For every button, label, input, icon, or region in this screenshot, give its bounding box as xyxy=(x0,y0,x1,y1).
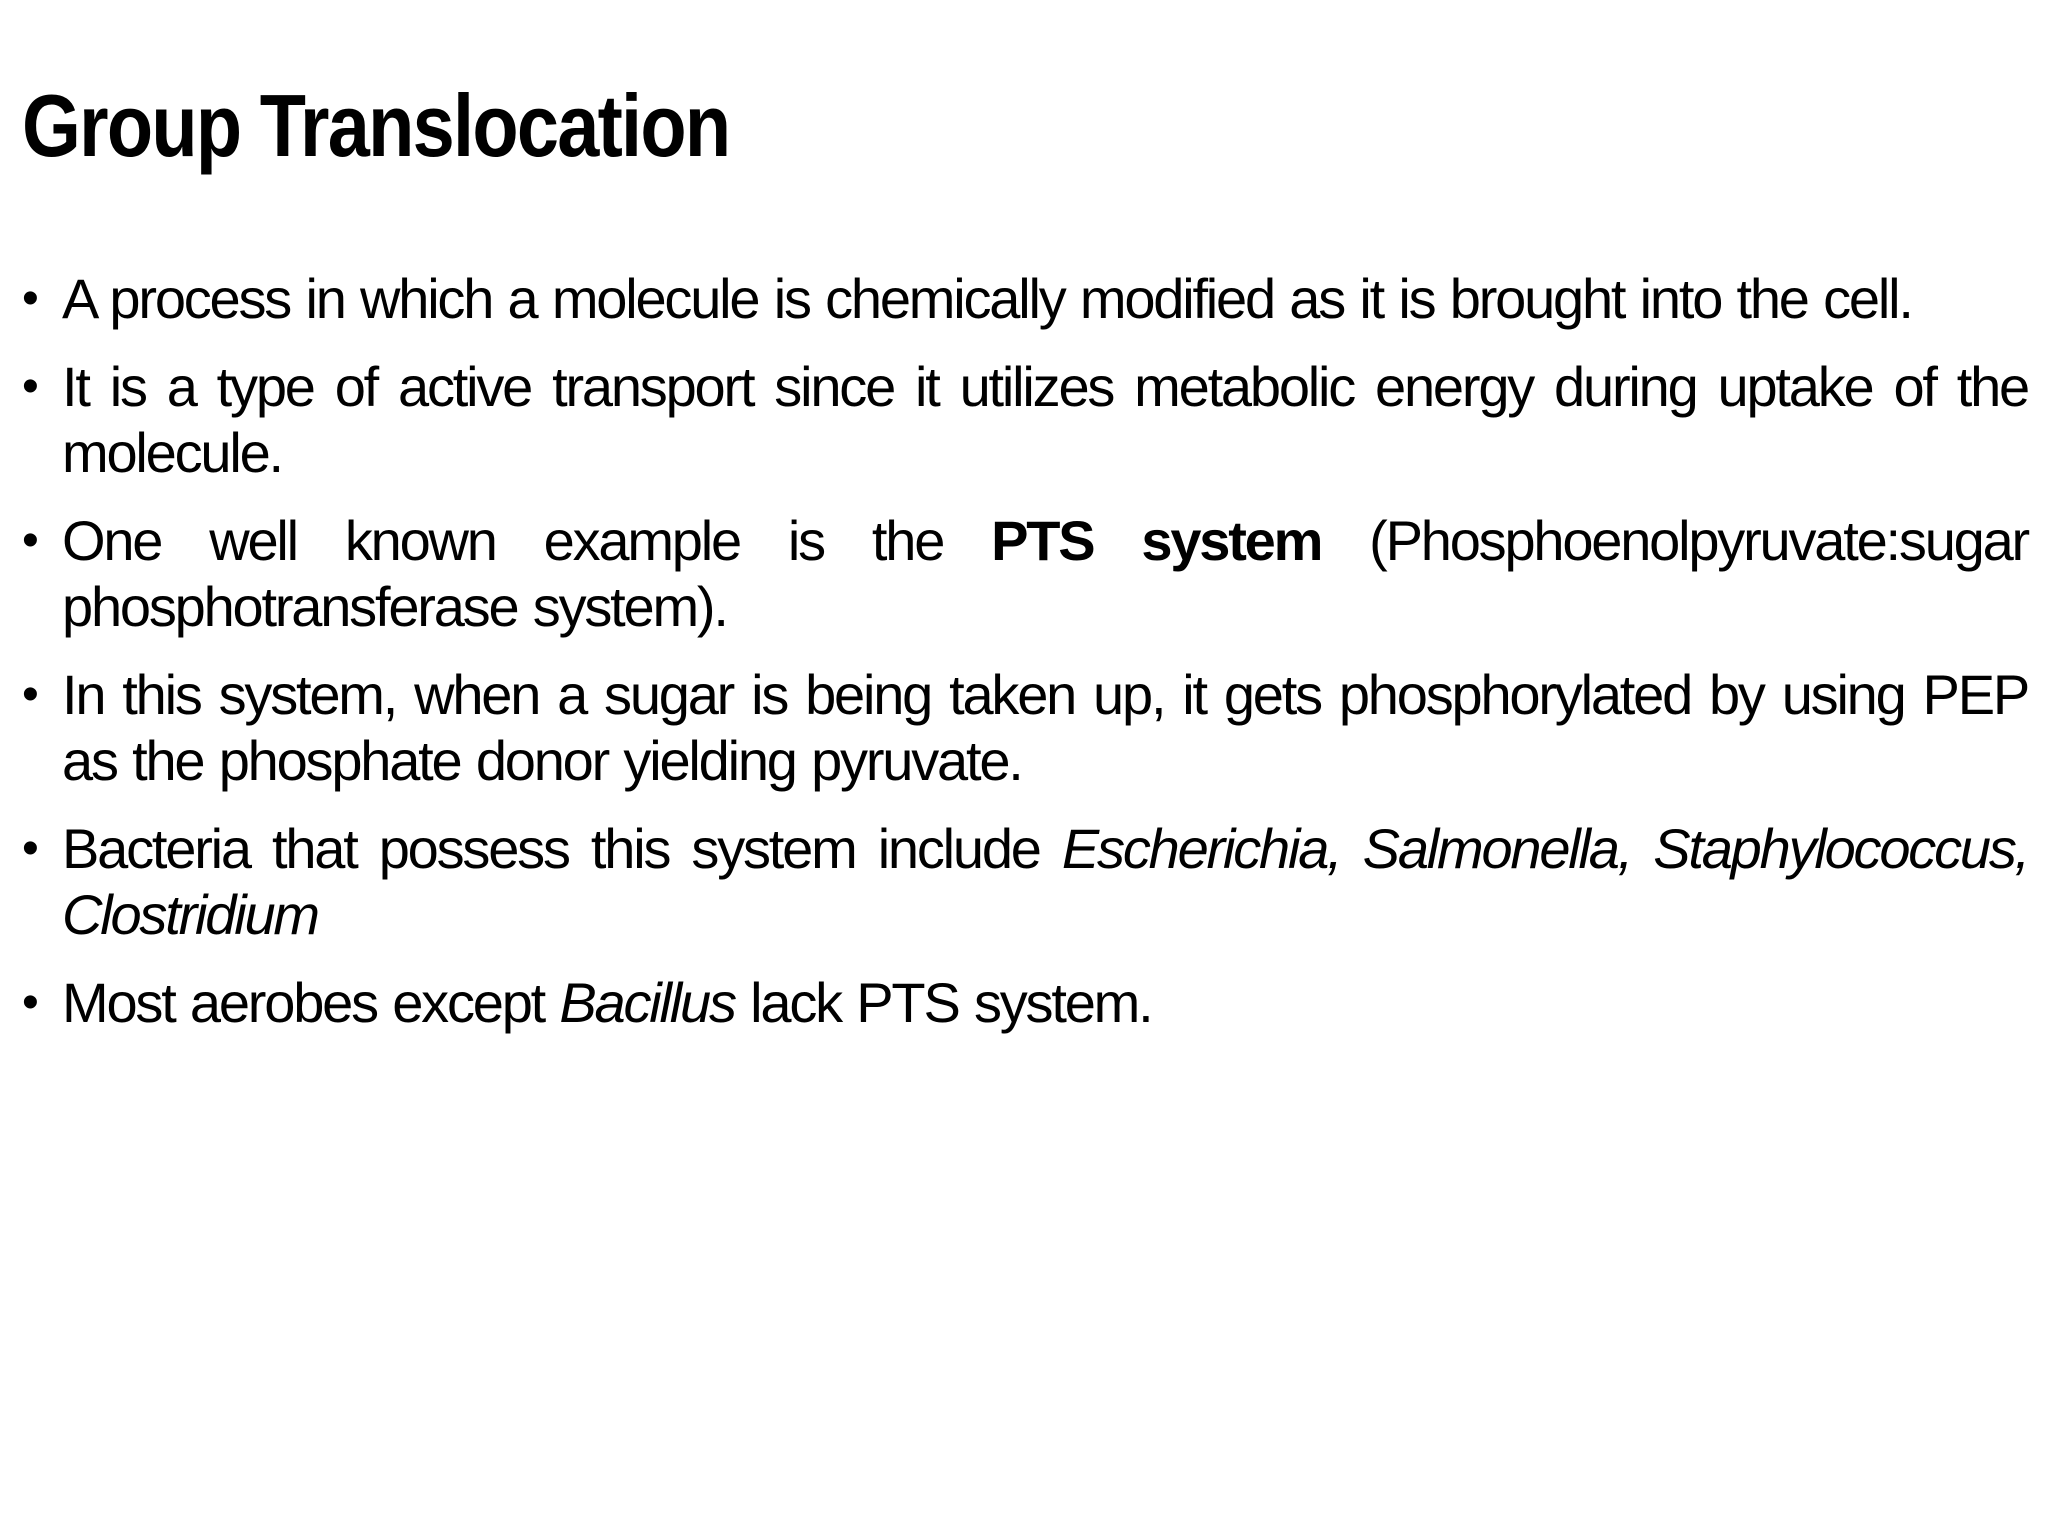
bullet-item xyxy=(22,816,2028,948)
bullet-list xyxy=(22,266,2028,1058)
bullet-dot-icon: • xyxy=(22,360,37,413)
bullet-dot-icon: • xyxy=(22,976,37,1029)
bullet-italic-genera: Escherichia, Salmonella, Staphylococcus, Clostridium xyxy=(62,817,2028,946)
bullet-bold-term: PTS system xyxy=(991,509,1322,572)
bullet-dot-icon: • xyxy=(22,822,37,875)
bullet-text: (Phosphoenolpyruvate:sugar phosphotransferase system). xyxy=(62,509,2028,638)
bullet-text: It is a type of active transport since it utilizes metabolic energy during uptake of the molecule. xyxy=(62,355,2028,484)
bullet-italic-genus: Bacillus xyxy=(559,971,735,1034)
bullet-item xyxy=(22,970,2028,1036)
slide-title: Group Translocation xyxy=(22,76,730,175)
bullet-item xyxy=(22,266,2028,332)
bullet-text: A process in which a molecule is chemically modified as it is brought into the cell. xyxy=(62,267,1912,330)
bullet-text: Bacteria that possess this system include xyxy=(62,817,1062,880)
bullet-dot-icon: • xyxy=(22,514,37,567)
bullet-dot-icon: • xyxy=(22,668,37,721)
bullet-item xyxy=(22,662,2028,794)
bullet-text: In this system, when a sugar is being taken up, it gets phosphorylated by using PEP as the phosphate donor yielding pyruvate. xyxy=(62,663,2028,792)
bullet-dot-icon: • xyxy=(22,272,37,325)
bullet-item xyxy=(22,354,2028,486)
bullet-item xyxy=(22,508,2028,640)
bullet-text: One well known example is the xyxy=(62,509,992,572)
bullet-text: lack PTS system. xyxy=(734,971,1152,1034)
bullet-text: Most aerobes except xyxy=(62,971,560,1034)
